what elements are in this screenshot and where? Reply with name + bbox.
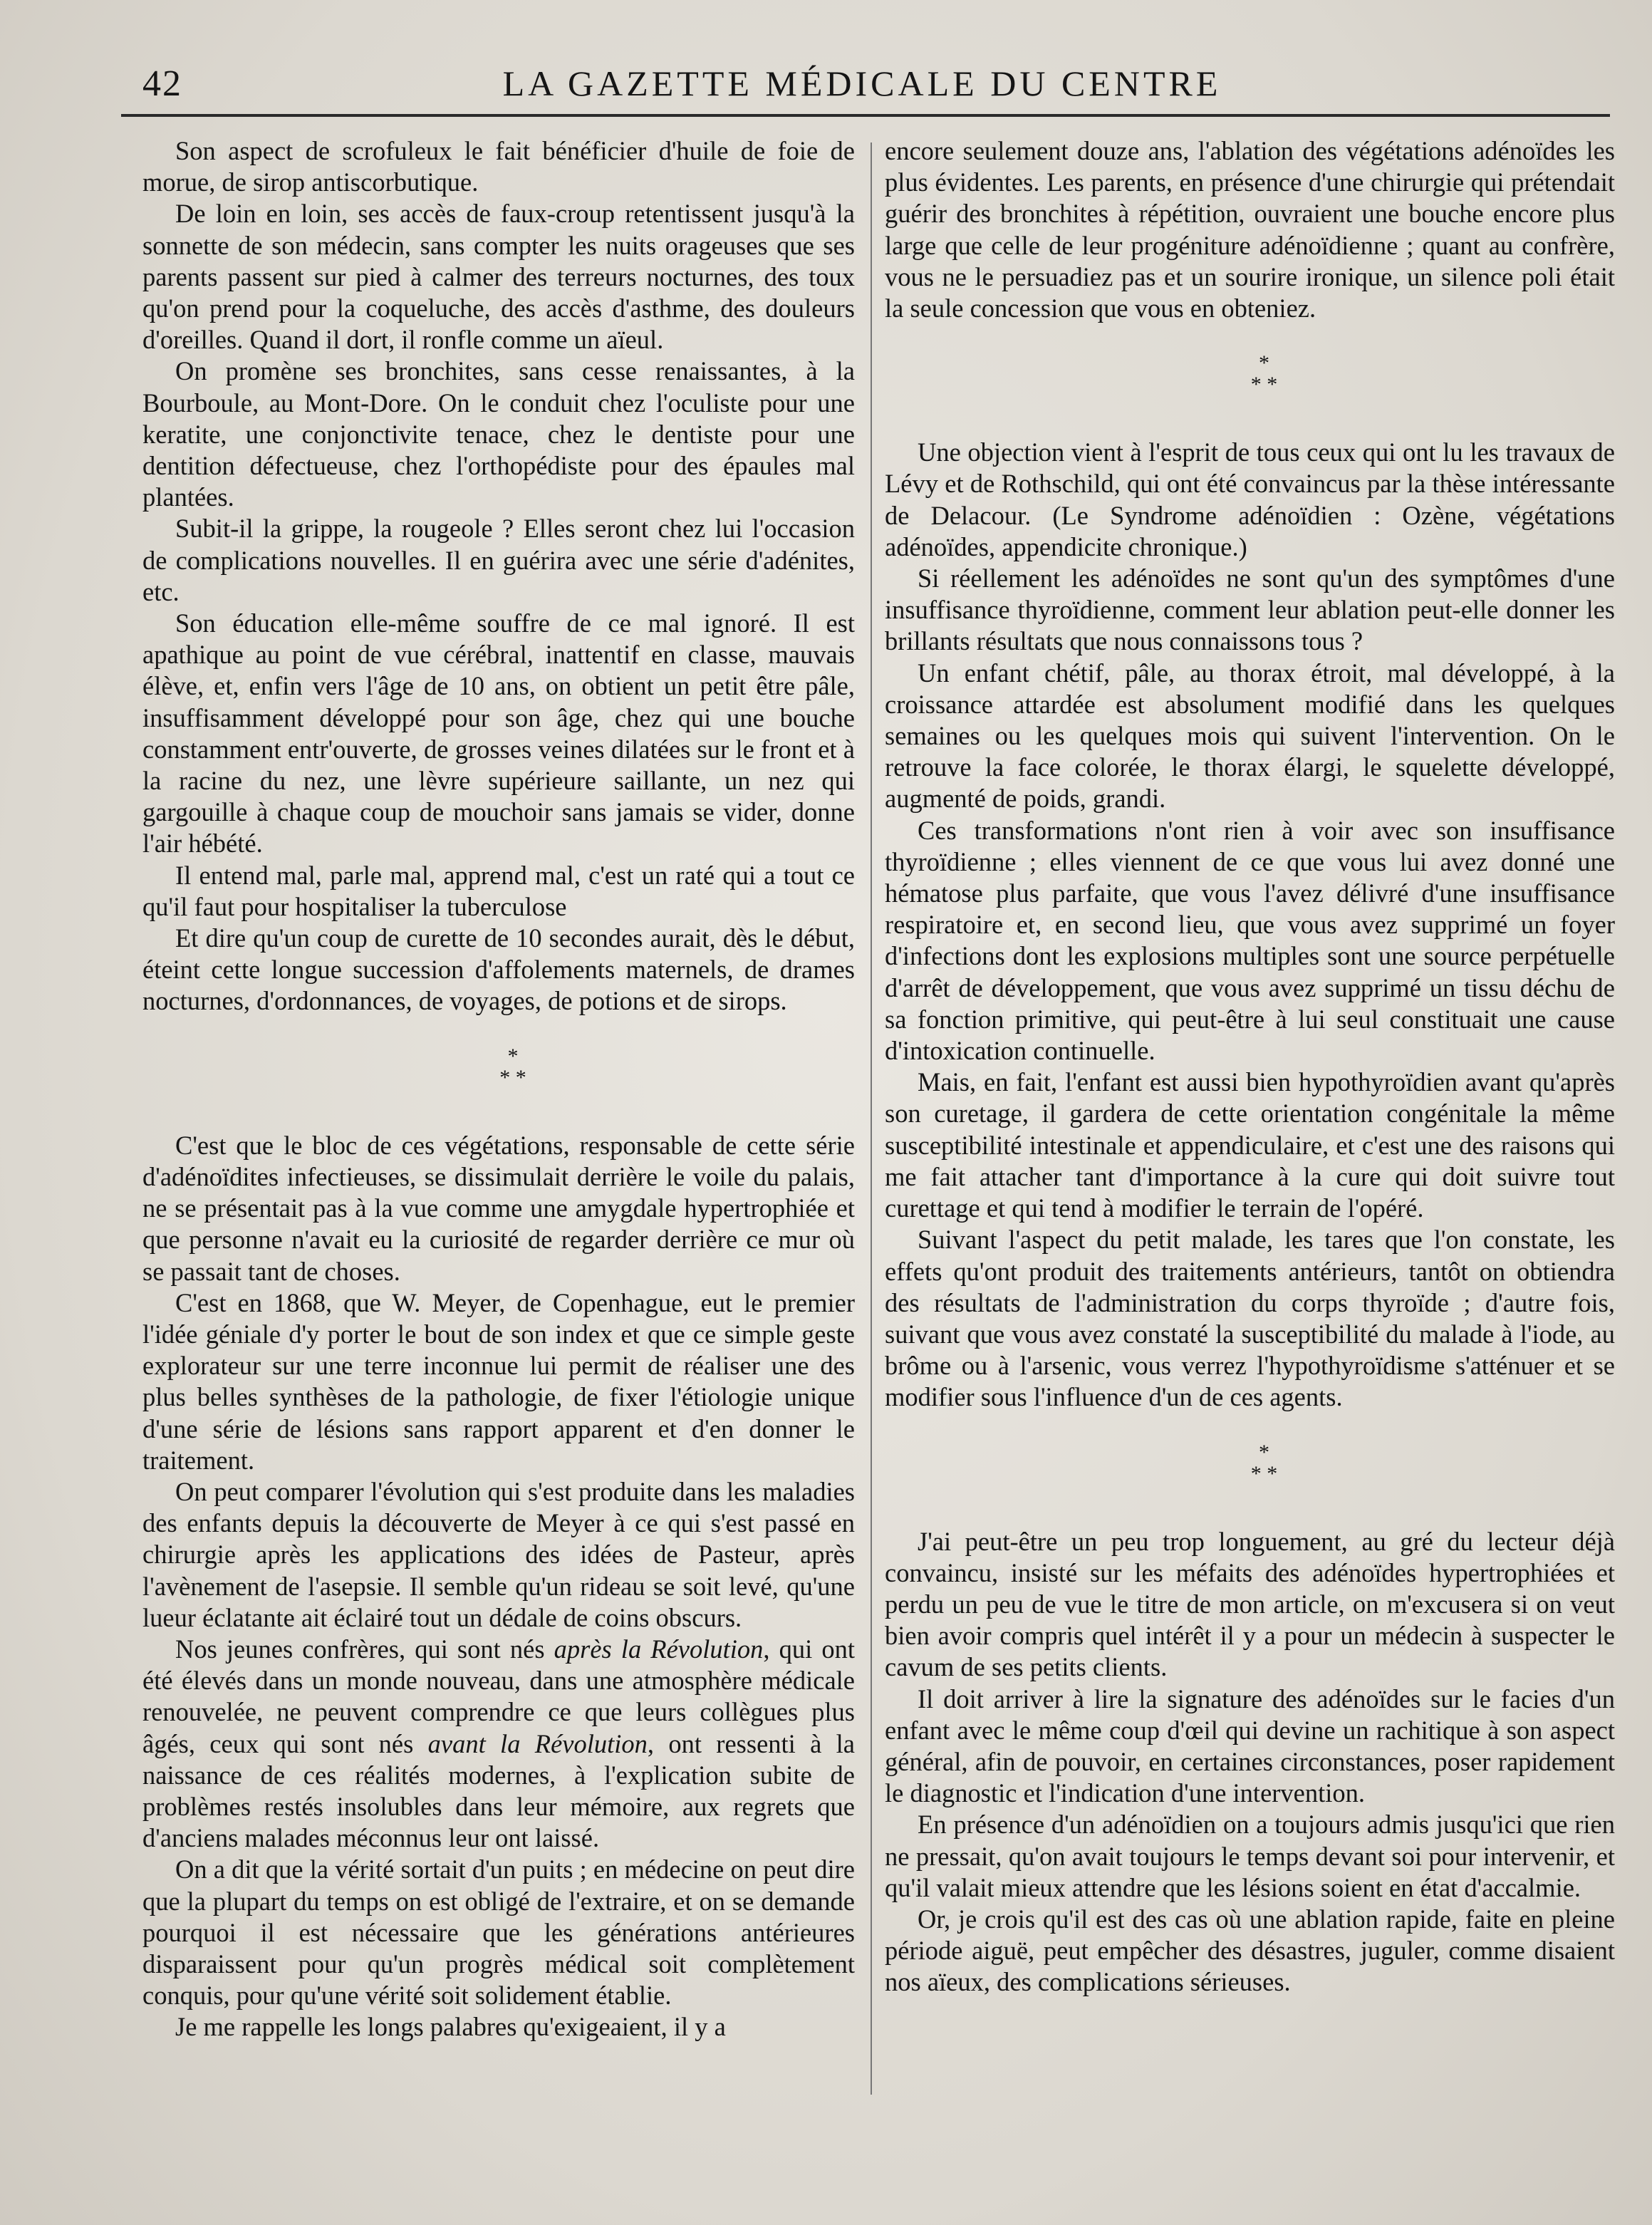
paragraph: Subit-il la grippe, la rougeole ? Elles seront chez lui l'occasion de complications nouvelles. Il en guérira avec une série d'adénites, etc.	[142, 514, 855, 606]
journal-title: LA GAZETTE MÉDICALE DU CENTRE	[502, 63, 1222, 103]
right-column	[885, 135, 1615, 1998]
paragraph: Or, je crois qu'il est des cas où une ablation rapide, faite en pleine période aiguë, peut empêcher des désastres, juguler, comme disaient nos aïeux, des complications sérieuses.	[885, 1904, 1615, 1997]
paragraph: Son aspect de scrofuleux le fait bénéficier d'huile de foie de morue, de sirop antiscorbutique.	[142, 136, 855, 197]
section-separator	[885, 1442, 1615, 1485]
paragraph: On peut comparer l'évolution qui s'est produite dans les maladies des enfants depuis la découverte de Meyer à ce qui s'est passé en chirurgie après les applications des idées de Pasteur, après l'avènement de l'asepsie. Il semble qu'un rideau se soit levé, qu'une lueur éclatante ait éclairé tout un dédale de coins obscurs.	[142, 1476, 855, 1632]
separator-star-top: *	[1259, 1440, 1269, 1464]
paragraph: J'ai peut-être un peu trop longuement, au gré du lecteur déjà convaincu, insisté sur les méfaits des adénoïdes hypertrophiées et perdu un peu de vue le titre de mon article, on m'excusera si on veut bien avoir compris quel intérêt il y a pour un médecin à suspecter le cavum de ses petits clients.	[885, 1526, 1615, 1682]
paragraph: Un enfant chétif, pâle, au thorax étroit, mal développé, à la croissance attardée est absolument modifié dans les quelques semaines ou les quelques mois qui suivent l'intervention. On le retrouve la face colorée, le thorax élargi, le squelette développé, augmenté de poids, grandi.	[885, 658, 1615, 814]
separator-star-top: *	[1259, 351, 1269, 375]
page-number: 42	[142, 63, 182, 104]
paragraph: Une objection vient à l'esprit de tous ceux qui ont lu les travaux de Lévy et de Rothschild, qui ont été convaincus par la thèse intéressante de Delacour. (Le Syndrome adénoïdien : Ozène, végétations adénoïdes, appendicite chronique.)	[885, 437, 1615, 561]
paragraph: De loin en loin, ses accès de faux-croup retentissent jusqu'à la sonnette de son médecin, sans compter les nuits orageuses que ses parents passent sur pied à calmer des terreurs nocturnes, des toux qu'on prend pour la coqueluche, des accès d'asthme, des douleurs d'oreilles. Quand il dort, il ronfle comme un aïeul.	[142, 199, 855, 355]
paragraph: Mais, en fait, l'enfant est aussi bien hypothyroïdien avant qu'après son curetage, il gardera de cette orientation congénitale la même susceptibilité intestinale et appendiculaire, et c'est une des raisons qui me fait attacher tant d'importance à la cure qui doit suivre tout curettage et qui tend à modifier le terrain de l'opéré.	[885, 1067, 1615, 1223]
left-column	[142, 135, 855, 2043]
paragraph: On a dit que la vérité sortait d'un puits ; en médecine on peut dire que la plupart du temps on est obligé de l'extraire, et on se demande pourquoi il est nécessaire que les générations antérieures disparaissent pour qu'un progrès médical soit complètement conquis, pour qu'une vérité soit solidement établie.	[142, 1855, 855, 2011]
paragraph: Suivant l'aspect du petit malade, les tares que l'on constate, les effets qu'ont produit des traitements antérieurs, tantôt on obtiendra des résultats de l'administration du corps thyroïde ; d'autre fois, suivant que vous avez constaté la susceptibilité du malade à l'iode, au brôme ou à l'arsenic, vous verrez l'hypothyroïdisme s'atténuer et se modifier sous l'influence d'un de ces agents.	[885, 1225, 1615, 1412]
paragraph: Son éducation elle-même souffre de ce mal ignoré. Il est apathique au point de vue cérébral, inattentif en classe, mauvais élève, et, enfin vers l'âge de 10 ans, on obtient un petit être pâle, insuffisamment développé pour son âge, chez qui une bouche constamment entr'ouverte, de grosses veines dilatées sur le front et à la racine du nez, une lèvre supérieure saillante, un nez qui gargouille à chaque coup de mouchoir sans jamais se vider, donne l'air hébété.	[142, 608, 855, 859]
text-run: , qui ont été élevés dans un monde nouveau, dans une atmosphère médicale renouvelée, ne peuvent comprendre ce que leurs collègues plus âgés, ceux qui sont nés	[142, 1634, 855, 1758]
section-separator	[142, 1046, 855, 1089]
paragraph	[142, 1634, 855, 1854]
paragraph: C'est en 1868, que W. Meyer, de Copenhague, eut le premier l'idée géniale d'y porter le bout de son index et que ce simple geste explorateur sur une terre inconnue lui permit de réaliser une des plus belles synthèses de la pathologie, de fixer l'étiologie unique d'une série de lésions sans rapport apparent et d'en donner le traitement.	[142, 1287, 855, 1475]
paragraph-continued: encore seulement douze ans, l'ablation des végétations adénoïdes les plus évidentes. Les parents, en présence d'une chirurgie qui prétendait guérir des bronchites à répétition, ouvraient une bouche encore plus large que celle de leur progéniture adénoïdienne ; quant au confrère, vous ne le persuadiez pas et un sourire ironique, un silence poli était la seule concession que vous en obteniez.	[885, 136, 1615, 323]
column-divider	[871, 142, 872, 2095]
paragraph: Ces transformations n'ont rien à voir avec son insuffisance thyroïdienne ; elles viennent de ce que vous lui avez donné une hématose plus parfaite, que vous l'avez délivré d'une insuffisance respiratoire et, en second lieu, que vous avez supprimé un foyer d'infections dont les explosions multiples sont une source perpétuelle d'arrêt de développement, que vous avez supprimé un tissu déchu de sa fonction primitive, qui peut-être à lui seul constituait une cause d'intoxication continuelle.	[885, 815, 1615, 1066]
separator-star-bottom: * *	[1250, 1461, 1278, 1485]
paragraph: Et dire qu'un coup de curette de 10 secondes aurait, dès le début, éteint cette longue succession d'affolements maternels, de drames nocturnes, d'ordonnances, de voyages, de potions et de sirops.	[142, 923, 855, 1016]
text-run: , ont ressenti à la naissance de ces réalités modernes, à l'explication subite de problèmes restés insolubles dans leur mémoire, aux regrets que d'anciens malades méconnus leur ont laissé.	[142, 1728, 855, 1853]
section-separator	[885, 353, 1615, 395]
separator-star-top: *	[507, 1044, 519, 1068]
paragraph: Il doit arriver à lire la signature des adénoïdes sur le facies d'un enfant avec le même coup d'œil qui devine un rachitique à son aspect général, afin de pouvoir, en certaines circonstances, poser rapidement le diagnostic et l'indication d'une intervention.	[885, 1684, 1615, 1808]
paragraph: C'est que le bloc de ces végétations, responsable de cette série d'adénoïdites infectieuses, se dissimulait derrière le voile du palais, ne se présentait pas à la vue comme une amygdale hypertrophiée et que personne n'avait eu la curiosité de regarder derrière ce mur où se passait tant de choses.	[142, 1130, 855, 1286]
header-rule	[121, 114, 1610, 117]
separator-star-bottom: * *	[1250, 373, 1278, 397]
paragraph: On promène ses bronchites, sans cesse renaissantes, à la Bourboule, au Mont-Dore. On le conduit chez l'oculiste pour une keratite, une conjonctivite tenace, chez le dentiste pour une dentition défectueuse, chez l'orthopédiste pour des épaules mal plantées.	[142, 356, 855, 512]
paragraph: Je me rappelle les longs palabres qu'exigeaient, il y a	[175, 2012, 726, 2042]
italic-phrase: après la Révolution	[554, 1634, 764, 1664]
separator-star-bottom: * *	[499, 1065, 526, 1089]
paragraph: Si réellement les adénoïdes ne sont qu'un des symptômes d'une insuffisance thyroïdienne, comment leur ablation peut-elle donner les brillants résultats que nous connaissons tous ?	[885, 564, 1615, 656]
page-header	[107, 63, 1617, 120]
italic-phrase: avant la Révolution	[427, 1728, 648, 1758]
text-run: Nos jeunes confrères, qui sont nés	[175, 1634, 554, 1664]
paragraph: En présence d'un adénoïdien on a toujours admis jusqu'ici que rien ne pressait, qu'on avait toujours le temps devant soi pour intervenir, et qu'il valait mieux attendre que les lésions soient en état d'accalmie.	[885, 1810, 1615, 1902]
paragraph: Il entend mal, parle mal, apprend mal, c'est un raté qui a tout ce qu'il faut pour hospitaliser la tuberculose	[142, 860, 855, 921]
